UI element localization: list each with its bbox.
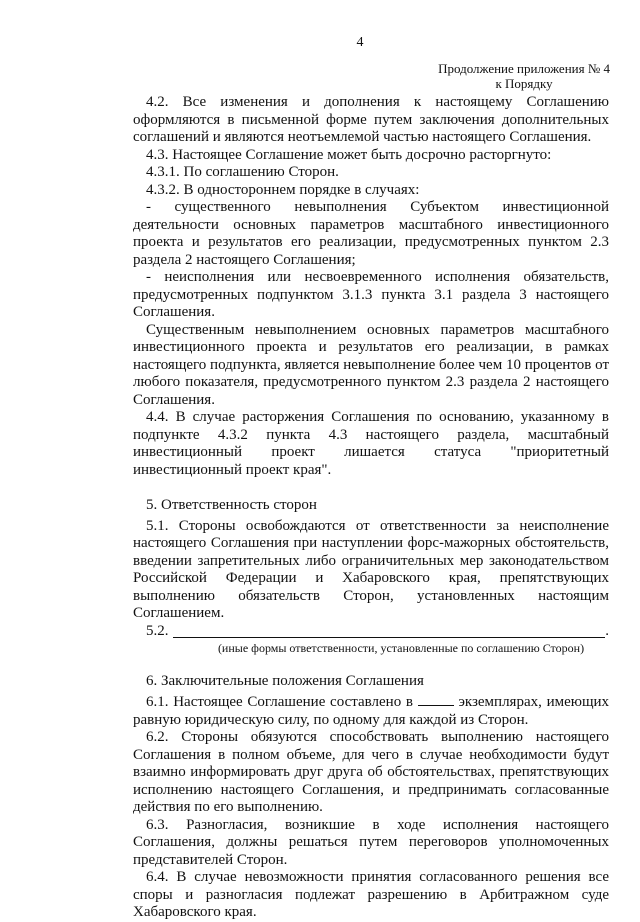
page-number: 4 bbox=[356, 35, 364, 50]
section-5-title: 5. Ответственность сторон bbox=[146, 497, 317, 513]
appendix-note bbox=[438, 61, 610, 91]
paragraph-4-4: 4.4. В случае расторжения Соглашения по основанию, указанному в подпункте 4.3.2 пункта 4.3 настоящего раздела, масштабный инвестиционный проект лишается статуса "приоритетный инвестиционный проект края". bbox=[133, 409, 609, 478]
document-body bbox=[133, 94, 609, 922]
list-item-bullet-2: - неисполнения или несвоевременного исполнения обязательств, предусмотренных подпунктом 3.1.3 пункта 3.1 раздела 3 настоящего Соглашения. bbox=[133, 269, 609, 320]
paragraph-6-4: 6.4. В случае невозможности принятия согласованного решения все споры и разногласия подлежат разрешению в Арбитражном суде Хабаровского края. bbox=[133, 869, 609, 920]
appendix-note-line2: к Порядку bbox=[495, 76, 553, 91]
copies-blank bbox=[418, 693, 454, 706]
paragraph-5-2-end: . bbox=[605, 623, 609, 639]
paragraph-4-3: 4.3. Настоящее Соглашение может быть досрочно расторгнуто: bbox=[146, 146, 552, 163]
paragraph-6-3: 6.3. Разногласия, возникшие в ходе исполнения настоящего Соглашения, должны решаться путем переговоров уполномоченных представителей Сторон. bbox=[133, 816, 609, 868]
fill-in-caption: (иные формы ответственности, установленные по соглашению Сторон) bbox=[217, 640, 585, 655]
fill-in-line bbox=[173, 623, 606, 638]
section-6-title: 6. Заключительные положения Соглашения bbox=[146, 672, 424, 689]
paragraph-substantial: Существенным невыполнением основных параметров масштабного инвестиционного проекта и результатов его реализации, в рамках настоящего подпункта, является невыполнение более чем 10 процентов от любого показателя, предусмотренного пунктом 2.3 раздела 2 настоящего Соглашения. bbox=[133, 321, 609, 408]
list-item-bullet-1: - существенного невыполнения Субъектом инвестиционной деятельности основных параметров масштабного инвестиционного проекта и результатов его реализации, предусмотренных пунктом 2.3 раздела 2 настоящего Соглашения; bbox=[133, 199, 609, 268]
paragraph-4-2: 4.2. Все изменения и дополнения к настоящему Соглашению оформляются в письменной форме путем заключения дополнительных соглашений и являются неотъемлемой частью настоящего Соглашения. bbox=[133, 94, 609, 145]
paragraph-5-1: 5.1. Стороны освобождаются от ответственности за неисполнение настоящего Соглашения при наступлении форс-мажорных обстоятельств, введении запретительных либо ограничительных мер законодательством Российской Федерации и Хабаровского края, препятствующих выполнению обязательств Сторон, установленных настоящим Соглашением. bbox=[133, 517, 609, 621]
paragraph-5-2-label: 5.2. bbox=[146, 623, 169, 639]
paragraph-4-3-2: 4.3.2. В одностороннем порядке в случаях: bbox=[146, 181, 420, 198]
appendix-note-line1: Продолжение приложения № 4 bbox=[438, 61, 610, 76]
paragraph-4-3-1: 4.3.1. По соглашению Сторон. bbox=[146, 164, 339, 180]
paragraph-6-2: 6.2. Стороны обязуются способствовать выполнению настоящего Соглашения в полном объеме, для чего в случае необходимости будут взаимно информировать друг друга об обстоятельствах, препятствующих исполнению настоящего Соглашения, и предпринимать согласованные действия по его выполнению. bbox=[133, 729, 609, 815]
paragraph-6-1-end: экземплярах, имеющих равную юридическую силу, по одному для каждой из Сторон. bbox=[133, 694, 610, 728]
paragraph-6-1-start: 6.1. Настоящее Соглашение составлено в bbox=[146, 694, 413, 710]
paragraph-5-2 bbox=[133, 623, 609, 641]
paragraph-6-1 bbox=[133, 693, 609, 729]
